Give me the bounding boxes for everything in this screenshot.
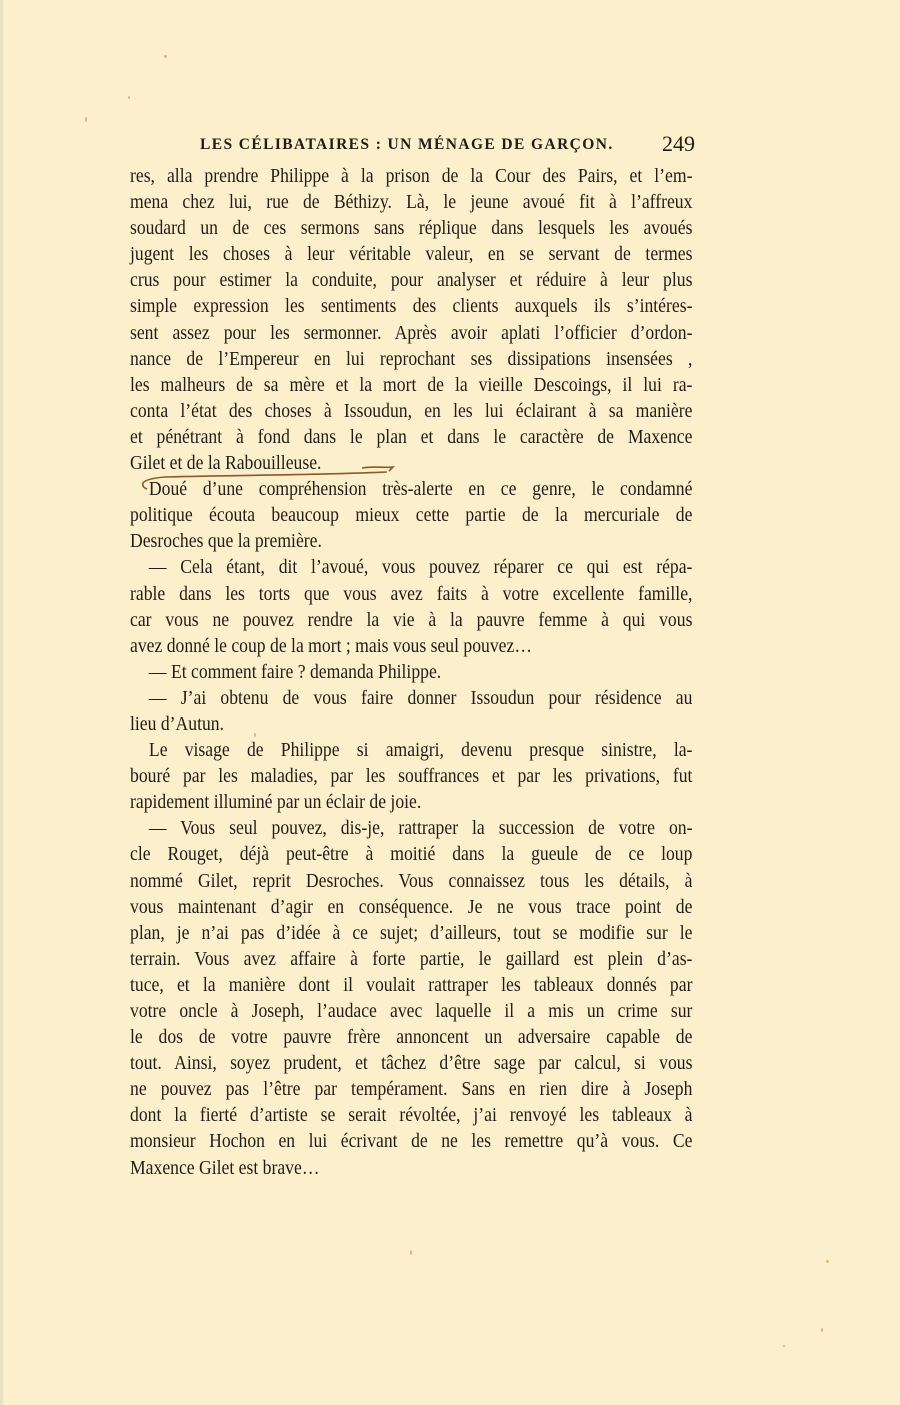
- text-line: sent assez pour les sermonner. Après avoir aplati l’officier d’ordon-: [130, 321, 693, 344]
- text-line: Maxence Gilet est brave…: [130, 1156, 320, 1179]
- text-line: conta l’état des choses à Issoudun, en les lui éclairant à sa manière: [130, 399, 693, 422]
- page-edge: [0, 0, 3, 1405]
- paper-speck: [85, 117, 87, 122]
- text-line: — Cela étant, dit l’avoué, vous pouvez réparer ce qui est répa-: [148, 556, 693, 579]
- paper-speck: [821, 1328, 823, 1332]
- text-line: tuce, et la manière dont il voulait rattraper les tableaux donnés par: [130, 973, 693, 996]
- body-text: [130, 163, 693, 1181]
- text-line: res, alla prendre Philippe à la prison de la Cour des Pairs, et l’em-: [130, 165, 693, 187]
- text-line: votre oncle à Joseph, l’audace avec laquelle il a mis un crime sur: [130, 1000, 693, 1022]
- text-line: dont la fierté d’artiste se serait révoltée, j’ai renvoyé les tableaux à: [130, 1104, 693, 1127]
- running-title: LES CÉLIBATAIRES : UN MÉNAGE DE GARÇON.: [200, 136, 614, 153]
- text-line: nance de l’Empereur en lui reprochant ses dissipations insensées ,: [130, 347, 693, 370]
- text-line: plan, je n’ai pas d’idée à ce sujet; d’ailleurs, tout se modifie sur le: [130, 921, 693, 944]
- text-line: rapidement illuminé par un éclair de joie.: [130, 791, 422, 814]
- text-line: monsieur Hochon en lui écrivant de ne les remettre qu’à vous. Ce: [130, 1130, 693, 1153]
- text-line: bouré par les maladies, par les souffrances et par les privations, fut: [130, 765, 693, 788]
- text-line: — Et comment faire ? demanda Philippe.: [148, 660, 442, 683]
- text-line: Le visage de Philippe si amaigri, devenu presque sinistre, la-: [148, 739, 693, 762]
- paper-speck: [826, 1260, 829, 1263]
- page-number: 249: [662, 131, 695, 156]
- text-line: et pénétrant à fond dans le plan et dans le caractère de Maxence: [130, 425, 693, 448]
- text-line: cle Rouget, déjà peut-être à moitié dans la gueule de ce loup: [130, 843, 693, 866]
- text-line: mena chez lui, rue de Béthizy. Là, le jeune avoué fit à l’affreux: [130, 191, 693, 214]
- text-line: politique écouta beaucoup mieux cette partie de la mercuriale de: [130, 504, 693, 527]
- text-line: simple expression les sentiments des clients auxquels ils s’intéres-: [130, 295, 693, 318]
- text-line: le dos de votre pauvre frère annoncent un adversaire capable de: [130, 1026, 693, 1049]
- text-line: — J’ai obtenu de vous faire donner Issoudun pour résidence au: [148, 686, 693, 709]
- text-line: terrain. Vous avez affaire à forte partie, le gaillard est plein d’as-: [130, 947, 693, 970]
- text-line: rable dans les torts que vous avez faits à votre excellente famille,: [130, 582, 693, 605]
- text-line: vous maintenant d’agir en conséquence. Je ne vous trace point de: [130, 895, 693, 918]
- text-line: Gilet et de la Rabouilleuse.: [130, 452, 322, 475]
- paper-speck: [410, 1250, 412, 1255]
- text-line: tout. Ainsi, soyez prudent, et tâchez d’être sage par calcul, si vous: [130, 1052, 693, 1075]
- text-line: ne pouvez pas l’être par tempérament. Sans en rien dire à Joseph: [130, 1078, 693, 1101]
- text-line: jugent les choses à leur véritable valeur, en se servant de termes: [130, 243, 693, 266]
- text-line: soudard un de ces sermons sans réplique dans lesquels les avoués: [130, 217, 693, 240]
- text-line: lieu d’Autun.: [130, 712, 225, 735]
- text-line: les malheurs de sa mère et la mort de la vieille Descoings, il lui ra-: [130, 373, 693, 396]
- text-line: — Vous seul pouvez, dis-je, rattraper la succession de votre on-: [148, 817, 693, 840]
- text-line: car vous ne pouvez rendre la vie à la pauvre femme à qui vous: [130, 608, 693, 631]
- paper-speck: [128, 96, 130, 99]
- paper-speck: [164, 55, 167, 58]
- paper-speck: [783, 1345, 785, 1347]
- text-line: nommé Gilet, reprit Desroches. Vous connaissez tous les détails, à: [130, 869, 693, 892]
- page-header: [130, 133, 695, 159]
- text-line: crus pour estimer la conduite, pour analyser et réduire à leur plus: [130, 269, 693, 292]
- text-line: Doué d’une compréhension très-alerte en ce genre, le condamné: [148, 478, 693, 501]
- text-line: Desroches que la première.: [130, 530, 322, 553]
- text-line: avez donné le coup de la mort ; mais vous seul pouvez…: [130, 634, 532, 657]
